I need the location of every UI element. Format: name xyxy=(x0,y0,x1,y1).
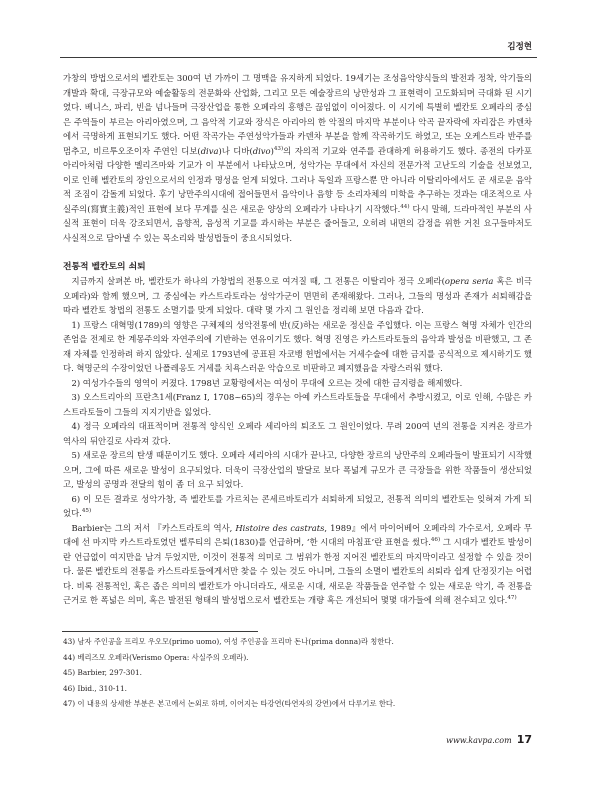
paragraph-text: ) xyxy=(270,145,274,156)
footnote-rule xyxy=(62,631,258,632)
italic-term: diva xyxy=(200,145,219,156)
list-item xyxy=(63,492,532,521)
paragraph-text: , 1989』에서 마이어베어 오페라의 가수로서, 오페라 무대에 선 마지막 카스트라토였던 벨루티의 은퇴(1830)를 언급하며, ‘한 시대의 마침표’란 표현을 썼다. xyxy=(63,522,533,547)
paragraph-text: 의 자의적 기교와 연주를 관대하게 허용하기도 했다. 종전의 다카포 아리아처럼 다양한 멜리즈마와 기교가 이 부분에서 나타났으며, 성악가는 무대에서 자신의 전문가적 고난도의 기술을 선보였고, 이로 인해 벨칸토의 장인으로서의 인정과 명성을 얻게 되었다. 그러나 독일과 프랑스뿐 만 아니라 이탈리아에서도 곧 새로운 음악적 조짐이 감돌게 되었다. 후기 낭만주의시대에 접어들면서 음악이나 음향 등 소리자체의 미학을 추구하는 것과는 대조적으로 사실주의(寫實主義)적인 표현에 보다 무게를 실은 새로운 양상의 오페라가 나타나기 시작했다. xyxy=(63,145,532,214)
paragraph-text: Barbier는 그의 저서 『카스트라토의 역사, xyxy=(71,522,236,533)
paragraph-text: 다시 말해, 드라마적인 부분의 사실적 표현이 더욱 강조되면서, 음향적, 음성적 기교를 과시하는 부분은 줄어들고, 오히려 내면의 감정을 위한 거친 요구들마저도 사실적으로 담아낼 수 있는 목소리와 발성법들이 중요시되었다. xyxy=(63,203,532,243)
footnote: 46) Ibid., 310-11. xyxy=(63,683,127,693)
footnote-ref: 44) xyxy=(400,203,410,210)
footnote-ref: 46) xyxy=(430,537,441,543)
italic-term: Histoire des castrats xyxy=(235,522,325,533)
list-item-text: 3) 오스트리아의 프란츠1세(Franz I, 1708~65)의 경우는 아예 카스트라토들을 무대에서 추방시켰고, 이로 인해, 수많은 카스트라토들이 그들의 지지기반을 잃었다. xyxy=(63,392,532,417)
body-text xyxy=(63,71,532,608)
paragraph-text: 지금까지 살펴본 바, 벨칸토가 하나의 가창법의 전통으로 여겨질 때, 그 전통은 이탈리아 정극 오페라( xyxy=(71,276,445,286)
footnote-ref: 43) xyxy=(273,145,284,152)
list-item xyxy=(63,448,532,492)
list-item-text: 5) 새로운 장르의 탄생 때문이기도 했다. 오페라 세리아의 시대가 끝나고, 다양한 장르의 낭만주의 오페라들이 발표되기 시작했으며, 그에 따른 새로운 발성이 요구되었다. 더욱이 극장산업의 발달로 보다 폭넓게 규모가 큰 극장들을 위한 작품들이 생산되었고, 발성의 공명과 전달의 힘이 좀 더 요구 되었다. xyxy=(63,450,532,489)
running-header-author: 김정현 xyxy=(507,42,532,52)
footer-url: www.kavpa.com xyxy=(446,736,512,745)
list-item-text: 6) 이 모든 결과로 성악가창, 즉 벨칸토를 가르치는 콘세르바토리가 쇠퇴하게 되었고, 전통적 의미의 벨칸토는 잊혀져 가게 되었다. xyxy=(63,493,532,518)
page-footer xyxy=(446,733,532,746)
footnote: 45) Barbier, 297-301. xyxy=(63,668,142,677)
list-item xyxy=(63,419,532,448)
italic-term: opera seria xyxy=(444,276,494,286)
list-item xyxy=(63,376,532,391)
list-item-text: 2) 여성가수들의 영역이 커졌다. 1798년 교황령에서는 여성이 무대에 오르는 것에 대한 금지령을 해제했다. xyxy=(71,377,463,388)
paragraph-text: 가창의 방법으로서의 벨칸토는 300여 년 가까이 그 명맥을 유지하게 되었다. 19세기는 조성음악양식들의 발전과 정착, 악기들의 개발과 확대, 극장규모와 예술활동의 전문화와 산업화, 그리고 모든 예술장르의 낭만성과 그 표현력이 고도화되며 극대화 된 시기였다. 베니스, 파리, 빈을 넘나들며 극장산업을 통한 오페라의 흥행은 끊임없이 이어졌다. 이 시기에 특별히 벨칸토 오페라의 중심은 주역들이 부르는 아리아였으며, 그 음악적 기교와 장식은 아리아의 한 악절의 마지막 부분이나 악곡 끝자락에 자리잡은 카덴차에서 극명하게 표현되기도 했다. 어떤 작곡가는 주연성악가들과 카덴차 부분을 함께 작곡하기도 하였고, 또는 오케스트라 반주를 멈추고, 비르투오조이자 주연인 디보( xyxy=(63,73,532,156)
footnote: 43) 남자 주인공을 프리모 우오모(primo uomo), 여성 주인공을 프리마 돈나(prima donna)라 칭한다. xyxy=(63,637,394,646)
footnote-ref: 47) xyxy=(507,595,517,601)
body-paragraph xyxy=(63,521,532,608)
paragraph-text: 그 시대가 벨칸토 발성이란 언급없이 여지만을 남겨 두었지만, 이것이 전통적 의미로 그 범위가 한정 지어진 벨칸토의 마지막이라고 설정할 수 있을 것이다. 물론 벨칸토의 전통을 카스트라토들에게서만 찾을 수 있는 것도 아니며, 그들의 소멸이 벨칸토의 쇠퇴라 쉽게 단정짓기는 어렵다. 비록 전통적인, 혹은 좁은 의미의 벨칸토가 아니더라도, 새로운 시대, 새로운 작품들을 연주할 수 있는 새로운 악기, 즉 전통을 근거로 한 폭넓은 의미, 혹은 발전된 형태의 발성법으로서 벨칸토는 개량 혹은 개선되어 몇몇 대가들에 의해 전수되고 있다. xyxy=(63,537,532,605)
footnote-ref: 45) xyxy=(81,508,92,514)
body-paragraph xyxy=(63,71,532,245)
footnote: 44) 베리즈모 오페라(Verismo Opera: 사실주의 오페라). xyxy=(63,652,249,662)
footnote: 47) 이 내용의 상세한 부분은 본고에서 논외로 하며, 이어지는 타강연(타연자의 강연)에서 다루기로 한다. xyxy=(63,699,396,708)
body-paragraph xyxy=(63,274,532,318)
header-rule xyxy=(60,57,537,58)
page-number: 17 xyxy=(516,733,532,746)
list-item xyxy=(63,390,532,419)
list-item-text: 1) 프랑스 대혁명(1789)의 영향은 구체제의 성악전통에 반(反)하는 새로운 정신을 주입했다. 이는 프랑스 혁명 자체가 인간의 존엄을 전제로 한 계몽주의와 자연주의에 기반하는 연유이기도 했다. 혁명 진영은 카스트라토들의 음악과 발성을 비판했고, 그 존재 자체를 인정하려 하지 않았다. 실제로 1793년에 공표된 자코뱅 헌법에서는 거세수술에 대한 금지를 공식적으로 제시하기도 했다. 혁명군의 수장이었던 나폴레옹도 거세를 치욕스러운 악습으로 비판하고 폐지했음을 자랑스러워 했다. xyxy=(63,319,532,373)
footnotes xyxy=(63,634,532,712)
section-heading: 전통적 벨칸토의 쇠퇴 xyxy=(63,261,146,272)
paragraph-text: 혹은 비극 오페라)와 함께 했으며, 그 중심에는 카스트라토라는 성악가군이 면면히 존재해왔다. 그러나, 그들의 명성과 존재가 쇠퇴해감을 따라 벨칸토 창법의 전통도 소멸기를 맞게 되었다. 대략 몇 가지 그 원인을 정리해 보면 다음과 같다. xyxy=(63,276,533,315)
italic-term: divo xyxy=(252,145,271,156)
list-item xyxy=(63,318,532,376)
paragraph-text: )나 디바( xyxy=(218,145,253,156)
list-item-text: 4) 정극 오페라의 대표적이며 전통적 양식인 오페라 세리아의 퇴조도 그 원인이었다. 무려 200여 년의 전통을 지켜온 장르가 역사의 뒤안길로 사라져 갔다. xyxy=(63,421,532,446)
